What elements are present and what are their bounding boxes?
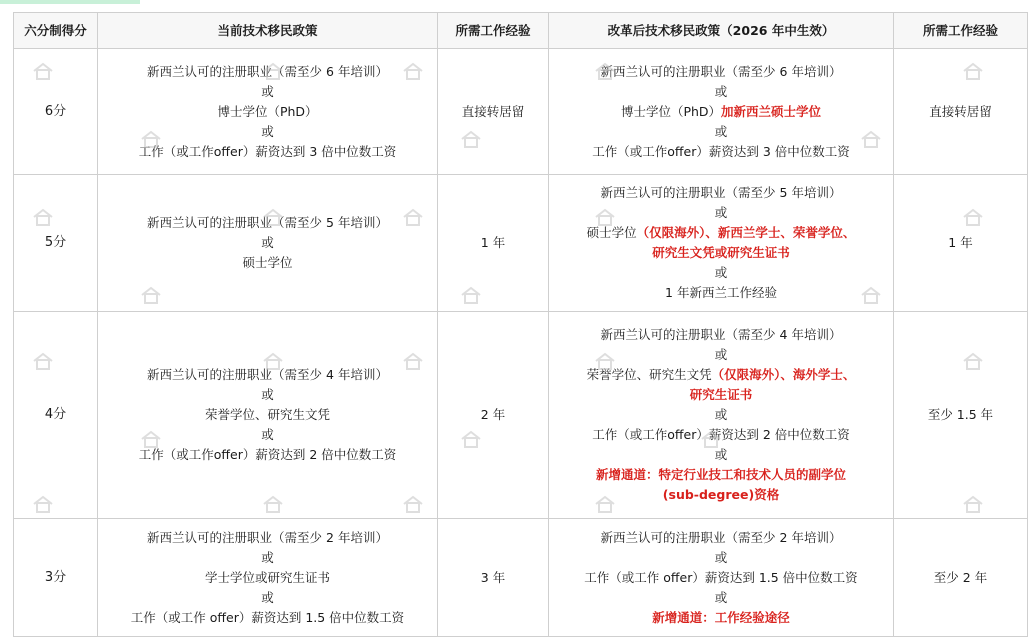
policy-line (555, 223, 887, 243)
score-cell: 4分 (14, 312, 98, 519)
policy-line (555, 528, 887, 548)
policy-line: 或 (261, 427, 274, 442)
policy-line: 新西兰认可的注册职业（需至少 6 年培训） (147, 63, 388, 79)
policy-line: 学士学位或研究生证书 (204, 569, 330, 585)
policy-line (555, 345, 887, 365)
policy-line (555, 465, 887, 485)
immigration-policy-table (13, 12, 1028, 637)
reform-policy-cell (549, 312, 894, 519)
policy-line (555, 365, 887, 385)
header-reform-policy: 改革后技术移民政策（2026 年中生效） (549, 13, 894, 49)
policy-line (555, 62, 887, 82)
policy-text: 或 (714, 447, 728, 462)
current-experience-cell: 2 年 (438, 312, 549, 519)
policy-line (555, 548, 887, 568)
header-current-experience: 所需工作经验 (438, 13, 549, 49)
policy-line: 硕士学位 (242, 255, 293, 270)
highlighted-change-text: 加新西兰硕士学位 (721, 103, 822, 119)
score-cell: 6分 (14, 49, 98, 175)
policy-line (555, 485, 887, 505)
policy-line (555, 588, 887, 608)
highlighted-change-text: (sub-degree)资格 (662, 487, 780, 502)
policy-text: 或 (714, 205, 728, 220)
policy-text: 工作（或工作offer）薪资达到 2 倍中位数工资 (592, 427, 850, 442)
table-row (14, 519, 1028, 637)
policy-line (555, 445, 887, 465)
score-cell: 3分 (14, 519, 98, 637)
policy-text: 或 (714, 589, 728, 605)
policy-line: 荣誉学位、研究生文凭 (204, 407, 330, 422)
current-policy-cell (98, 312, 438, 519)
policy-line: 工作（或工作offer）薪资达到 3 倍中位数工资 (138, 143, 397, 159)
highlighted-change-text: 研究生文凭或研究生证书 (652, 245, 790, 260)
highlighted-change-text: （仅限海外）、新西兰学士、荣誉学位、 (636, 225, 856, 240)
policy-text: 或 (714, 407, 728, 422)
policy-line (555, 263, 887, 283)
header-current-policy: 当前技术移民政策 (98, 13, 438, 49)
reform-experience-cell: 1 年 (894, 175, 1028, 312)
policy-text: 工作（或工作 offer）薪资达到 1.5 倍中位数工资 (584, 569, 858, 585)
highlighted-change-text: 新增通道：工作经验途径 (652, 609, 790, 625)
policy-line: 工作（或工作offer）薪资达到 2 倍中位数工资 (138, 447, 397, 462)
header-row (14, 13, 1028, 49)
top-accent-bar (0, 0, 140, 4)
policy-line (555, 183, 887, 203)
policy-line: 或 (261, 549, 274, 565)
policy-line: 新西兰认可的注册职业（需至少 5 年培训） (147, 215, 388, 230)
policy-text: 或 (714, 265, 728, 280)
reform-policy-cell (549, 175, 894, 312)
highlighted-change-text: 新增通道：特定行业技工和技术人员的副学位 (595, 467, 846, 482)
current-experience-cell: 直接转居留 (438, 49, 549, 175)
policy-line (555, 608, 887, 628)
reform-experience-cell: 至少 2 年 (894, 519, 1028, 637)
policy-line: 或 (261, 83, 274, 99)
policy-line: 新西兰认可的注册职业（需至少 4 年培训） (147, 367, 388, 382)
reform-policy-cell (549, 49, 894, 175)
policy-text: 硕士学位 (586, 225, 637, 240)
policy-text: 新西兰认可的注册职业（需至少 4 年培训） (600, 327, 842, 342)
policy-line (555, 243, 887, 263)
reform-experience-cell: 至少 1.5 年 (894, 312, 1028, 519)
policy-text: 或 (714, 123, 728, 139)
policy-text: 新西兰认可的注册职业（需至少 5 年培训） (600, 185, 842, 200)
table-row (14, 312, 1028, 519)
policy-line (555, 82, 887, 102)
policy-line (555, 203, 887, 223)
policy-line: 或 (261, 123, 274, 139)
policy-line (555, 122, 887, 142)
table-row (14, 49, 1028, 175)
policy-line (555, 142, 887, 162)
highlighted-change-text: 研究生证书 (689, 387, 753, 402)
policy-line: 博士学位（PhD） (217, 103, 318, 119)
policy-text: 或 (714, 83, 728, 99)
current-experience-cell: 1 年 (438, 175, 549, 312)
header-score: 六分制得分 (14, 13, 98, 49)
policy-line (555, 568, 887, 588)
reform-experience-cell: 直接转居留 (894, 49, 1028, 175)
policy-line (555, 385, 887, 405)
policy-line: 或 (261, 387, 274, 402)
header-reform-experience: 所需工作经验 (894, 13, 1028, 49)
policy-line: 或 (261, 235, 274, 250)
current-policy-cell (98, 49, 438, 175)
reform-policy-cell (549, 519, 894, 637)
current-policy-cell (98, 175, 438, 312)
policy-line: 新西兰认可的注册职业（需至少 2 年培训） (147, 529, 388, 545)
table-row (14, 175, 1028, 312)
policy-text: 荣誉学位、研究生文凭 (586, 367, 712, 382)
policy-text: 工作（或工作offer）薪资达到 3 倍中位数工资 (592, 143, 850, 159)
policy-line (555, 425, 887, 445)
highlighted-change-text: （仅限海外）、海外学士、 (711, 367, 856, 382)
policy-line (555, 325, 887, 345)
policy-text: 1 年新西兰工作经验 (665, 285, 777, 300)
score-cell: 5分 (14, 175, 98, 312)
current-policy-cell (98, 519, 438, 637)
policy-text: 新西兰认可的注册职业（需至少 6 年培训） (600, 63, 842, 79)
current-experience-cell: 3 年 (438, 519, 549, 637)
policy-line: 或 (261, 589, 274, 605)
policy-text: 新西兰认可的注册职业（需至少 2 年培训） (600, 529, 842, 545)
policy-text: 博士学位（PhD） (620, 103, 722, 119)
policy-line (555, 102, 887, 122)
policy-line (555, 283, 887, 303)
policy-line: 工作（或工作 offer）薪资达到 1.5 倍中位数工资 (130, 609, 405, 625)
policy-text: 或 (714, 347, 728, 362)
policy-text: 或 (714, 549, 728, 565)
policy-line (555, 405, 887, 425)
